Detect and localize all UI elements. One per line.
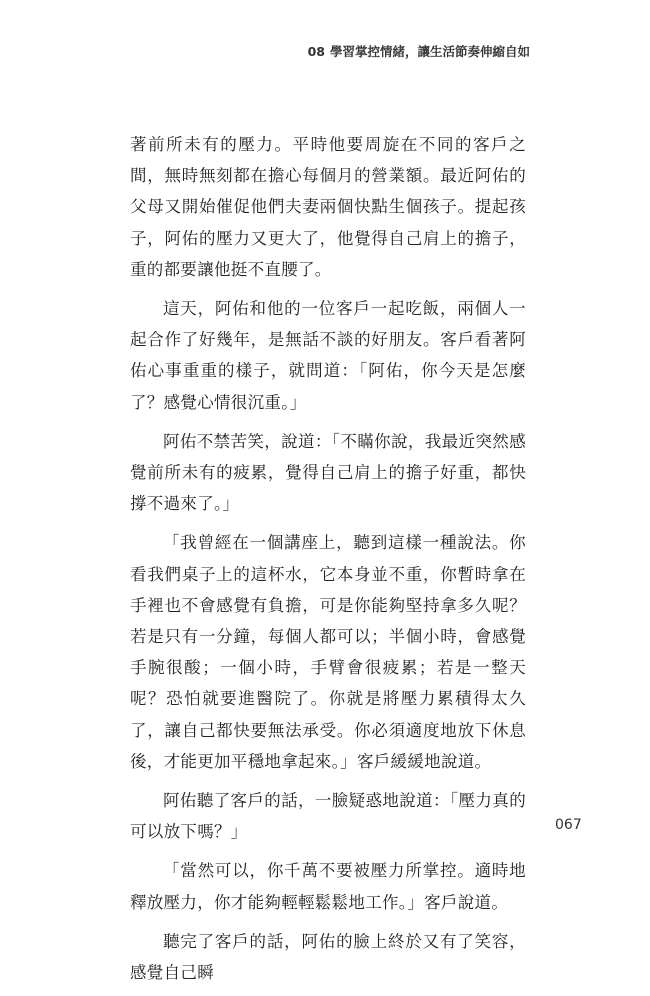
page-number: 067 — [555, 817, 582, 833]
paragraph: 這天，阿佑和他的一位客戶一起吃飯，兩個人一起合作了好幾年，是無話不談的好朋友。客戶看著阿佑心事重重的樣子，就問道：「阿佑，你今天是怎麼了？感覺心情很沉重。」 — [130, 299, 526, 412]
running-header — [308, 42, 530, 60]
paragraph: 「我曾經在一個講座上，聽到這樣一種說法。你看我們桌子上的這杯水，它本身並不重，你暫時拿在手裡也不會感覺有負擔，可是你能夠堅持拿多久呢？若是只有一分鐘，每個人都可以；半個小時，會感覺手腕很酸；一個小時，手臂會很疲累；若是一整天呢？恐怕就要進醫院了。你就是將壓力累積得太久了，讓自己都快要無法承受。你必須適度地放下休息後，才能更加平穩地拿起來。」客戶緩緩地說道。 — [130, 533, 526, 771]
chapter-number: 08 — [307, 44, 325, 59]
paragraph: 阿佑不禁苦笑，說道：「不瞞你說，我最近突然感覺前所未有的疲累，覺得自己肩上的擔子好重，都快撐不過來了。」 — [130, 431, 526, 514]
paragraph: 「當然可以，你千萬不要被壓力所掌控。適時地釋放壓力，你才能夠輕輕鬆鬆地工作。」客戶說道。 — [130, 861, 526, 912]
paragraph: 阿佑聽了客戶的話，一臉疑惑地說道：「壓力真的可以放下嗎？」 — [130, 791, 526, 842]
body-text — [130, 129, 526, 996]
chapter-title: 學習掌控情緒，讓生活節奏伸縮自如 — [329, 44, 530, 59]
paragraph: 著前所未有的壓力。平時他要周旋在不同的客戶之間，無時無刻都在擔心每個月的營業額。最近阿佑的父母又開始催促他們夫妻兩個快點生個孩子。提起孩子，阿佑的壓力又更大了，他覺得自己肩上的擔子，重的都要讓他挺不直腰了。 — [130, 135, 526, 279]
paragraph: 聽完了客戶的話，阿佑的臉上終於又有了笑容，感覺自己瞬 — [130, 931, 526, 983]
